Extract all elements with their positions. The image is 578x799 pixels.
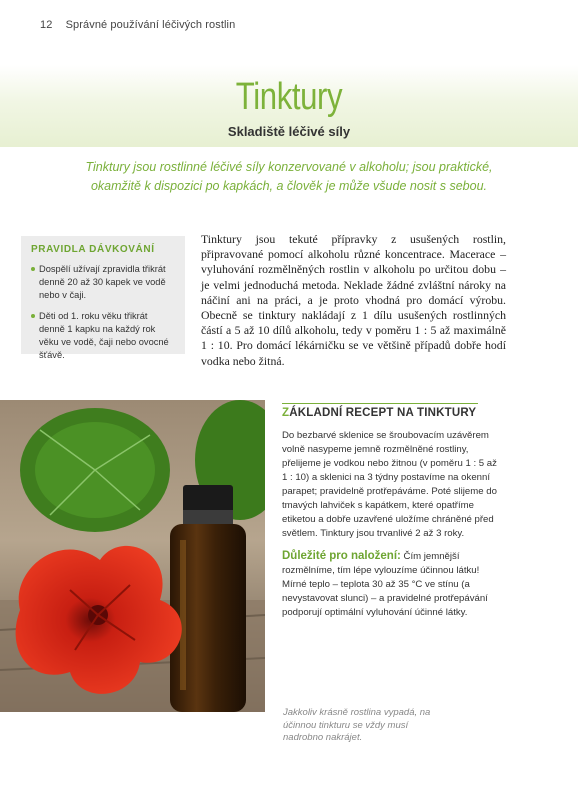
page-title: Tinktury <box>235 76 343 118</box>
recipe-heading <box>282 403 478 419</box>
dosage-sidebar <box>21 236 185 360</box>
sidebar-item: Děti od 1. roku věku třikrát denně 1 kapku na každý rok věku ve vodě, čaji nebo ovocné šťávě. <box>31 310 175 362</box>
recipe-heading-initial: Z <box>282 407 290 419</box>
page-number: 12 <box>40 19 53 31</box>
basic-recipe-box <box>282 403 508 628</box>
important-text: Čím jemnější rozmělníme, tím lépe vylouzíme účinnou látku! Mírné teplo – teplota 30 až 35 °C ve stínu (a nevystavovat slunci) – a pravidelné protřepávání podporují optimální vyluhování účinné látky. <box>282 551 488 618</box>
sidebar-heading: PRAVIDLA DÁVKOVÁNÍ <box>31 244 155 255</box>
page-subtitle: Skladiště léčivé síly <box>227 124 351 139</box>
intro-paragraph: Tinktury jsou rostlinné léčivé síly konzervované v alkoholu; jsou praktické, okamžitě k dispozici po kapkách, a člověk je může všude nosit s sebou. <box>85 160 493 193</box>
recipe-body <box>282 429 502 620</box>
sidebar-item: Dospělí užívají zpravidla třikrát denně 20 až 30 kapek ve vodě nebo v čaji. <box>31 263 175 302</box>
main-paragraph: Tinktury jsou tekuté přípravky z usušených rostlin, připravované pomocí alkoholu různé koncentrace. Macerace – vyluhování rozmělněných rostlin v alkoholu po určitou dobu – je velmi jednoduchá metoda. Neklade žádné zvláštní nároky na náčiní ani na práci, a je proto vhodná pro domácí výrobu. Obecně se tinktury nakládají z 1 dílu usušených rostlinných částí a 5 až 10 dílů alkoholu, tedy v poměru 1 : 5 až maximálně 1 : 10. Pro domácí lékárničku se ve většině případů dobře hodí vodka nebo žitná. <box>201 232 506 368</box>
running-header <box>40 19 235 31</box>
recipe-heading-text: ÁKLADNÍ RECEPT NA TINKTURY <box>289 407 477 419</box>
important-paragraph <box>282 549 502 620</box>
recipe-paragraph: Do bezbarvé sklenice se šroubovacím uzávěrem volně nasypeme jemně rozmělněné rostliny, přelijeme je vodkou nebo žitnou (v poměru 1 : 5 až 1 : 10) a sklenici na 3 týdny postavíme na okenní parapet; pravidelně protřepáváme. Poté slijeme do tmavých lahviček s kapátkem, které opatříme etiketou a dobře uzavřené uložíme chráněné před světlem. Tinktury jsou trvanlivé 2 až 3 roky. <box>282 430 497 539</box>
section-title: Správné používání léčivých rostlin <box>65 19 236 31</box>
tincture-photo <box>0 400 265 712</box>
photo-caption: Jakkoliv krásně rostlina vypadá, na účinnou tinkturu se vždy musí nadrobno nakrájet. <box>283 707 431 743</box>
important-label: Důležité pro naložení: <box>282 550 401 562</box>
